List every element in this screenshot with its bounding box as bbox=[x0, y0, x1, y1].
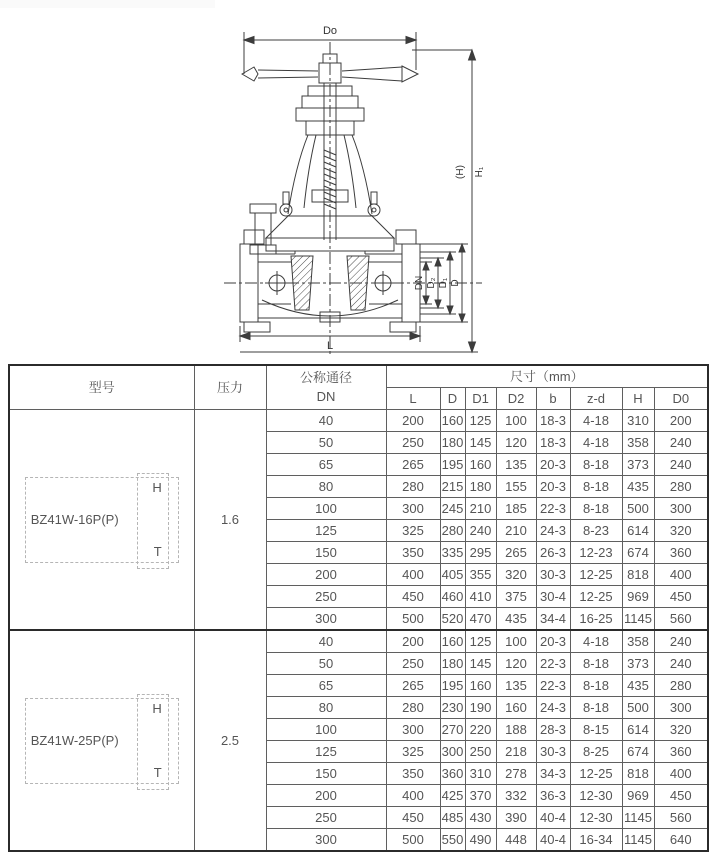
dim-cell: 16-34 bbox=[570, 829, 622, 852]
dim-cell: 4-18 bbox=[570, 432, 622, 454]
dim-cell: 40-4 bbox=[536, 807, 570, 829]
dim-cell: 490 bbox=[465, 829, 496, 852]
dim-cell: 355 bbox=[465, 564, 496, 586]
dim-cell: 100 bbox=[496, 630, 536, 653]
dim-cell: 1145 bbox=[622, 608, 654, 631]
dim-cell: 435 bbox=[496, 608, 536, 631]
dn-cell: 80 bbox=[266, 697, 386, 719]
dim-cell: 160 bbox=[496, 697, 536, 719]
dn-cell: 300 bbox=[266, 829, 386, 852]
dn-cell: 125 bbox=[266, 520, 386, 542]
dim-cell: 450 bbox=[386, 586, 440, 608]
dim-cell: 195 bbox=[440, 675, 465, 697]
dn-cell: 250 bbox=[266, 807, 386, 829]
col-header-L: L bbox=[386, 388, 440, 410]
dim-cell: 250 bbox=[386, 432, 440, 454]
dim-cell: 16-25 bbox=[570, 608, 622, 631]
model-code: BZ41W-16P(P) bbox=[30, 511, 119, 527]
dn-cell: 80 bbox=[266, 476, 386, 498]
dim-cell: 28-3 bbox=[536, 719, 570, 741]
dim-cell: 135 bbox=[496, 675, 536, 697]
model-variant-top: H bbox=[152, 479, 162, 495]
dim-cell: 310 bbox=[622, 410, 654, 432]
dim-cell: 265 bbox=[386, 675, 440, 697]
dim-cell: 120 bbox=[496, 653, 536, 675]
dn-cell: 100 bbox=[266, 719, 386, 741]
dim-cell: 8-18 bbox=[570, 498, 622, 520]
dim-cell: 430 bbox=[465, 807, 496, 829]
dim-cell: 373 bbox=[622, 454, 654, 476]
dn-cell: 200 bbox=[266, 564, 386, 586]
dim-cell: 400 bbox=[386, 785, 440, 807]
dim-cell: 410 bbox=[465, 586, 496, 608]
dim-cell: 160 bbox=[465, 454, 496, 476]
dim-cell: 405 bbox=[440, 564, 465, 586]
dim-cell: 280 bbox=[386, 697, 440, 719]
dim-cell: 550 bbox=[440, 829, 465, 852]
dim-label-l: L bbox=[326, 340, 334, 352]
dim-cell: 360 bbox=[440, 763, 465, 785]
dn-cell: 200 bbox=[266, 785, 386, 807]
dim-cell: 30-3 bbox=[536, 741, 570, 763]
dim-cell: 969 bbox=[622, 785, 654, 807]
dim-cell: 500 bbox=[622, 498, 654, 520]
dim-cell: 120 bbox=[496, 432, 536, 454]
dim-cell: 34-4 bbox=[536, 608, 570, 631]
dim-cell: 240 bbox=[654, 454, 708, 476]
dn-cell: 150 bbox=[266, 763, 386, 785]
dimension-table bbox=[8, 364, 709, 852]
dim-cell: 12-25 bbox=[570, 763, 622, 785]
valve-drawing bbox=[0, 0, 715, 362]
dim-cell: 520 bbox=[440, 608, 465, 631]
dim-cell: 125 bbox=[465, 630, 496, 653]
dim-cell: 18-3 bbox=[536, 432, 570, 454]
dim-cell: 4-18 bbox=[570, 410, 622, 432]
dim-cell: 470 bbox=[465, 608, 496, 631]
model-variant-bottom: T bbox=[153, 764, 162, 780]
dim-cell: 265 bbox=[496, 542, 536, 564]
dim-cell: 280 bbox=[440, 520, 465, 542]
dim-cell: 8-18 bbox=[570, 653, 622, 675]
dim-cell: 332 bbox=[496, 785, 536, 807]
model-variant-bottom: T bbox=[153, 543, 162, 559]
dim-cell: 12-30 bbox=[570, 785, 622, 807]
dim-cell: 180 bbox=[440, 432, 465, 454]
dn-cell: 65 bbox=[266, 454, 386, 476]
dn-cell: 50 bbox=[266, 653, 386, 675]
dim-cell: 22-3 bbox=[536, 653, 570, 675]
dim-cell: 425 bbox=[440, 785, 465, 807]
dim-cell: 500 bbox=[622, 697, 654, 719]
dim-cell: 185 bbox=[496, 498, 536, 520]
model-cell bbox=[9, 410, 194, 631]
dim-cell: 400 bbox=[654, 564, 708, 586]
dim-cell: 215 bbox=[440, 476, 465, 498]
dn-cell: 65 bbox=[266, 675, 386, 697]
dim-cell: 210 bbox=[465, 498, 496, 520]
dim-cell: 818 bbox=[622, 564, 654, 586]
dim-cell: 360 bbox=[654, 741, 708, 763]
dim-cell: 358 bbox=[622, 432, 654, 454]
dim-cell: 34-3 bbox=[536, 763, 570, 785]
col-header-size-group: 尺寸（mm） bbox=[386, 365, 708, 388]
dim-cell: 500 bbox=[386, 829, 440, 852]
dim-cell: 145 bbox=[465, 653, 496, 675]
dim-cell: 240 bbox=[654, 432, 708, 454]
dim-cell: 8-18 bbox=[570, 476, 622, 498]
model-box bbox=[25, 698, 179, 784]
col-header-D2: D2 bbox=[496, 388, 536, 410]
dim-cell: 180 bbox=[440, 653, 465, 675]
dn-cell: 40 bbox=[266, 630, 386, 653]
dim-cell: 325 bbox=[386, 741, 440, 763]
dim-cell: 300 bbox=[386, 719, 440, 741]
dim-cell: 400 bbox=[386, 564, 440, 586]
dim-cell: 24-3 bbox=[536, 697, 570, 719]
dim-cell: 450 bbox=[386, 807, 440, 829]
dim-cell: 240 bbox=[654, 653, 708, 675]
dim-cell: 295 bbox=[465, 542, 496, 564]
col-header-b: b bbox=[536, 388, 570, 410]
dim-label-dn: DN bbox=[414, 275, 425, 291]
dim-cell: 155 bbox=[496, 476, 536, 498]
dim-cell: 210 bbox=[496, 520, 536, 542]
dim-cell: 320 bbox=[654, 719, 708, 741]
dim-cell: 969 bbox=[622, 586, 654, 608]
dim-label-h-paren: (H) bbox=[455, 165, 466, 179]
table-row bbox=[9, 630, 708, 653]
dim-cell: 200 bbox=[386, 410, 440, 432]
gate-valve-diagram bbox=[0, 0, 715, 362]
dim-cell: 674 bbox=[622, 741, 654, 763]
dim-label-d: D bbox=[450, 279, 461, 287]
dim-cell: 8-23 bbox=[570, 520, 622, 542]
dim-cell: 8-15 bbox=[570, 719, 622, 741]
dim-cell: 4-18 bbox=[570, 630, 622, 653]
dim-label-do: Do bbox=[322, 25, 338, 37]
dim-cell: 360 bbox=[654, 542, 708, 564]
dim-cell: 375 bbox=[496, 586, 536, 608]
dim-cell: 200 bbox=[654, 410, 708, 432]
dim-cell: 22-3 bbox=[536, 498, 570, 520]
dim-cell: 24-3 bbox=[536, 520, 570, 542]
dim-cell: 20-3 bbox=[536, 454, 570, 476]
col-header-dn bbox=[266, 365, 386, 410]
dim-cell: 195 bbox=[440, 454, 465, 476]
col-header-H: H bbox=[622, 388, 654, 410]
dim-cell: 240 bbox=[465, 520, 496, 542]
dim-cell: 460 bbox=[440, 586, 465, 608]
dim-cell: 188 bbox=[496, 719, 536, 741]
dim-label-d2: D₂ bbox=[426, 277, 437, 289]
dim-cell: 20-3 bbox=[536, 476, 570, 498]
pressure-cell: 1.6 bbox=[194, 410, 266, 631]
dim-cell: 320 bbox=[654, 520, 708, 542]
dim-cell: 200 bbox=[386, 630, 440, 653]
dim-cell: 135 bbox=[496, 454, 536, 476]
dim-cell: 560 bbox=[654, 608, 708, 631]
dim-cell: 358 bbox=[622, 630, 654, 653]
dim-cell: 280 bbox=[654, 476, 708, 498]
dn-cell: 150 bbox=[266, 542, 386, 564]
dim-label-d1: D₁ bbox=[438, 277, 449, 289]
dim-cell: 278 bbox=[496, 763, 536, 785]
dim-cell: 12-25 bbox=[570, 586, 622, 608]
dim-cell: 370 bbox=[465, 785, 496, 807]
dim-cell: 320 bbox=[496, 564, 536, 586]
dim-cell: 300 bbox=[654, 697, 708, 719]
dim-cell: 240 bbox=[654, 630, 708, 653]
dim-cell: 325 bbox=[386, 520, 440, 542]
dim-cell: 26-3 bbox=[536, 542, 570, 564]
model-box bbox=[25, 477, 179, 563]
header-row-1 bbox=[9, 365, 708, 388]
dim-cell: 270 bbox=[440, 719, 465, 741]
dim-cell: 30-4 bbox=[536, 586, 570, 608]
dim-cell: 614 bbox=[622, 719, 654, 741]
dim-cell: 218 bbox=[496, 741, 536, 763]
dim-cell: 8-25 bbox=[570, 741, 622, 763]
dim-cell: 450 bbox=[654, 785, 708, 807]
col-header-model: 型号 bbox=[9, 365, 194, 410]
dim-cell: 450 bbox=[654, 586, 708, 608]
dimension-table-body bbox=[9, 410, 708, 852]
dim-cell: 160 bbox=[465, 675, 496, 697]
dim-cell: 674 bbox=[622, 542, 654, 564]
dim-cell: 180 bbox=[465, 476, 496, 498]
dim-cell: 614 bbox=[622, 520, 654, 542]
dim-cell: 500 bbox=[386, 608, 440, 631]
col-header-dn-line2: DN bbox=[316, 388, 336, 404]
model-code: BZ41W-25P(P) bbox=[30, 732, 119, 748]
dim-cell: 160 bbox=[440, 410, 465, 432]
dn-cell: 125 bbox=[266, 741, 386, 763]
dim-cell: 145 bbox=[465, 432, 496, 454]
col-header-zd: z-d bbox=[570, 388, 622, 410]
dim-cell: 250 bbox=[386, 653, 440, 675]
table-row bbox=[9, 410, 708, 432]
dn-cell: 250 bbox=[266, 586, 386, 608]
dim-cell: 280 bbox=[386, 476, 440, 498]
pressure-cell: 2.5 bbox=[194, 630, 266, 851]
dim-cell: 435 bbox=[622, 675, 654, 697]
dim-cell: 230 bbox=[440, 697, 465, 719]
dim-cell: 818 bbox=[622, 763, 654, 785]
dim-cell: 640 bbox=[654, 829, 708, 852]
dim-cell: 8-18 bbox=[570, 454, 622, 476]
dn-cell: 300 bbox=[266, 608, 386, 631]
dim-cell: 8-18 bbox=[570, 697, 622, 719]
dim-cell: 36-3 bbox=[536, 785, 570, 807]
dim-cell: 8-18 bbox=[570, 675, 622, 697]
dim-cell: 560 bbox=[654, 807, 708, 829]
dim-cell: 30-3 bbox=[536, 564, 570, 586]
dim-cell: 390 bbox=[496, 807, 536, 829]
dim-cell: 20-3 bbox=[536, 630, 570, 653]
col-header-pressure: 压力 bbox=[194, 365, 266, 410]
dim-cell: 485 bbox=[440, 807, 465, 829]
dim-cell: 265 bbox=[386, 454, 440, 476]
dim-cell: 22-3 bbox=[536, 675, 570, 697]
dim-cell: 12-23 bbox=[570, 542, 622, 564]
dn-cell: 40 bbox=[266, 410, 386, 432]
dim-cell: 435 bbox=[622, 476, 654, 498]
col-header-D0: D0 bbox=[654, 388, 708, 410]
dim-cell: 300 bbox=[654, 498, 708, 520]
col-header-D: D bbox=[440, 388, 465, 410]
dim-cell: 220 bbox=[465, 719, 496, 741]
dim-cell: 373 bbox=[622, 653, 654, 675]
dim-cell: 350 bbox=[386, 763, 440, 785]
dim-cell: 125 bbox=[465, 410, 496, 432]
model-cell bbox=[9, 630, 194, 851]
dim-cell: 40-4 bbox=[536, 829, 570, 852]
dim-cell: 1145 bbox=[622, 829, 654, 852]
dim-label-h1: H₁ bbox=[474, 166, 485, 178]
dim-cell: 250 bbox=[465, 741, 496, 763]
dim-cell: 400 bbox=[654, 763, 708, 785]
dim-cell: 350 bbox=[386, 542, 440, 564]
dim-cell: 12-25 bbox=[570, 564, 622, 586]
dim-cell: 100 bbox=[496, 410, 536, 432]
dim-cell: 18-3 bbox=[536, 410, 570, 432]
dim-cell: 190 bbox=[465, 697, 496, 719]
model-variant-top: H bbox=[152, 700, 162, 716]
dim-cell: 245 bbox=[440, 498, 465, 520]
dim-cell: 300 bbox=[440, 741, 465, 763]
dim-cell: 280 bbox=[654, 675, 708, 697]
dim-cell: 448 bbox=[496, 829, 536, 852]
col-header-dn-line1: 公称通径 bbox=[299, 370, 352, 386]
dim-cell: 160 bbox=[440, 630, 465, 653]
dn-cell: 50 bbox=[266, 432, 386, 454]
dim-cell: 335 bbox=[440, 542, 465, 564]
dim-cell: 310 bbox=[465, 763, 496, 785]
dim-cell: 300 bbox=[386, 498, 440, 520]
col-header-D1: D1 bbox=[465, 388, 496, 410]
dn-cell: 100 bbox=[266, 498, 386, 520]
dim-cell: 1145 bbox=[622, 807, 654, 829]
dim-cell: 12-30 bbox=[570, 807, 622, 829]
